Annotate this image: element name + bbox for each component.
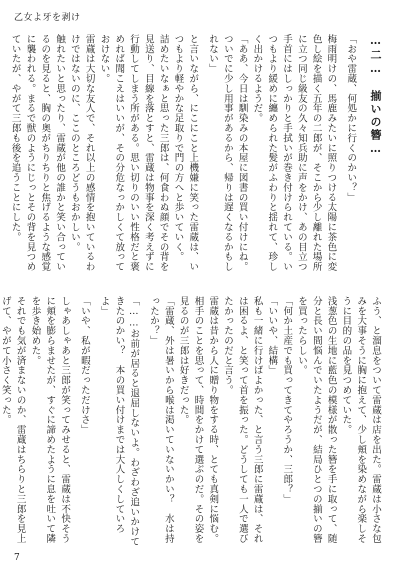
section-title: …二… 揃いの簪… <box>369 34 382 157</box>
paragraph: 梅雨明けの、馬鹿みたいに照りつける太陽に茶色に変色し絵を描く五年の二郎が、そこから少し離れた場所に立つ同じ級友の久々知兵助に声をかけ、あの目立つ手首にはしっかりと手拭いが巻き付けられている。いつもより緩めに纏められた髪がふわりと揺れて、珍しく出かけるようだ。 <box>251 34 337 272</box>
lower-text-block <box>0 296 382 548</box>
paragraph: 詰めたいなぁと思った三郎は、何食わぬ顔でその背を見送り、目線を落とすと、雷蔵は物事を深く考えずに行動してしまう所がある。思い切りのいい性格だと褒めれば聞こえはいいが、その分危なっかしくて放っておけない。 <box>98 34 169 272</box>
page-number: 7 <box>14 553 20 563</box>
upper-text-block <box>9 34 382 276</box>
paragraph: 触れたいと思ったり、雷蔵が他の誰かと笑い合っているのを見ると、胸の奥がちりちりと焦げるような感覚に襲われる。まるで獣のようにじっとその背を見つめていたが、やがて三郎も後を追うことにした。 <box>9 34 66 272</box>
paragraph: 私も一緒に行けばよかった、と言う三郎に雷蔵は、それは困るよ、と笑って首を振った。どうしても一人で選びたかったのだと言う。 <box>222 296 263 544</box>
paragraph: 「ああ、今日は馴染みの本屋に図書の買い付けにね。ついでに少し用事があるから、帰りは遅くなるかもしれない」 <box>207 34 248 272</box>
paragraph: 雷蔵は昔から人に贈り物をする時、とても真剣に悩む。相手のことを思って、時間をかけて選ぶのだ。その姿を見るのが三郎は好きだった。 <box>177 296 219 544</box>
running-header: 乙女よ牙を剥け <box>14 13 81 23</box>
paragraph: 「雷蔵、外は暑いから喉は渇いていないかい？ 水は持ったか？」 <box>148 296 174 544</box>
paragraph: 雷蔵は大切な友人で、それ以上の感情を抱いているわけではないのに、ここのところどうもおかしい。 <box>68 34 95 272</box>
paragraph: 浅葱色の生地に藍色の模様が散った簪を手に取って、随分と長い間悩んでいたようだが、結局ひとつの揃いの簪を買ったらしい。 <box>296 296 337 544</box>
paragraph: 「おや雷蔵、何処かに行くのかい？」 <box>345 34 357 203</box>
paragraph: 「いいや、結構」 <box>266 296 278 376</box>
paragraph: それでも気が済まないのか、雷蔵はちらりと三郎を見上げて、やがて小さく笑った。 <box>0 296 26 544</box>
paragraph: と言いながら、にこにこと上機嫌に笑った雷蔵は、いつもより軽やかな足取りで門の方へと歩いていく。 <box>172 34 199 272</box>
paragraph: 「何か土産でも買ってきてやろうか、三郎？」 <box>281 296 293 504</box>
paragraph: 「いや、私が暇だっただけさ」 <box>78 296 90 435</box>
paragraph: ふう、と溜息をついて雷蔵は店を出た。雷蔵は小さな包みを大事そうに胸に抱えて、少し頬を染めながら楽しそうに目的の品を見つめていた。 <box>340 296 381 544</box>
paragraph: 「……お前が居ると退屈しないよ。わざわざ追いかけてきたのかい？ 本の買い付けまでは大人しくしていろよ」 <box>98 296 140 547</box>
paragraph: しゃあしゃあと三郎が笑ってみせると、雷蔵は不快そうに頬を膨らませたが、すぐに諦めたように息を吐いて隣を歩き始めた。 <box>29 296 71 544</box>
